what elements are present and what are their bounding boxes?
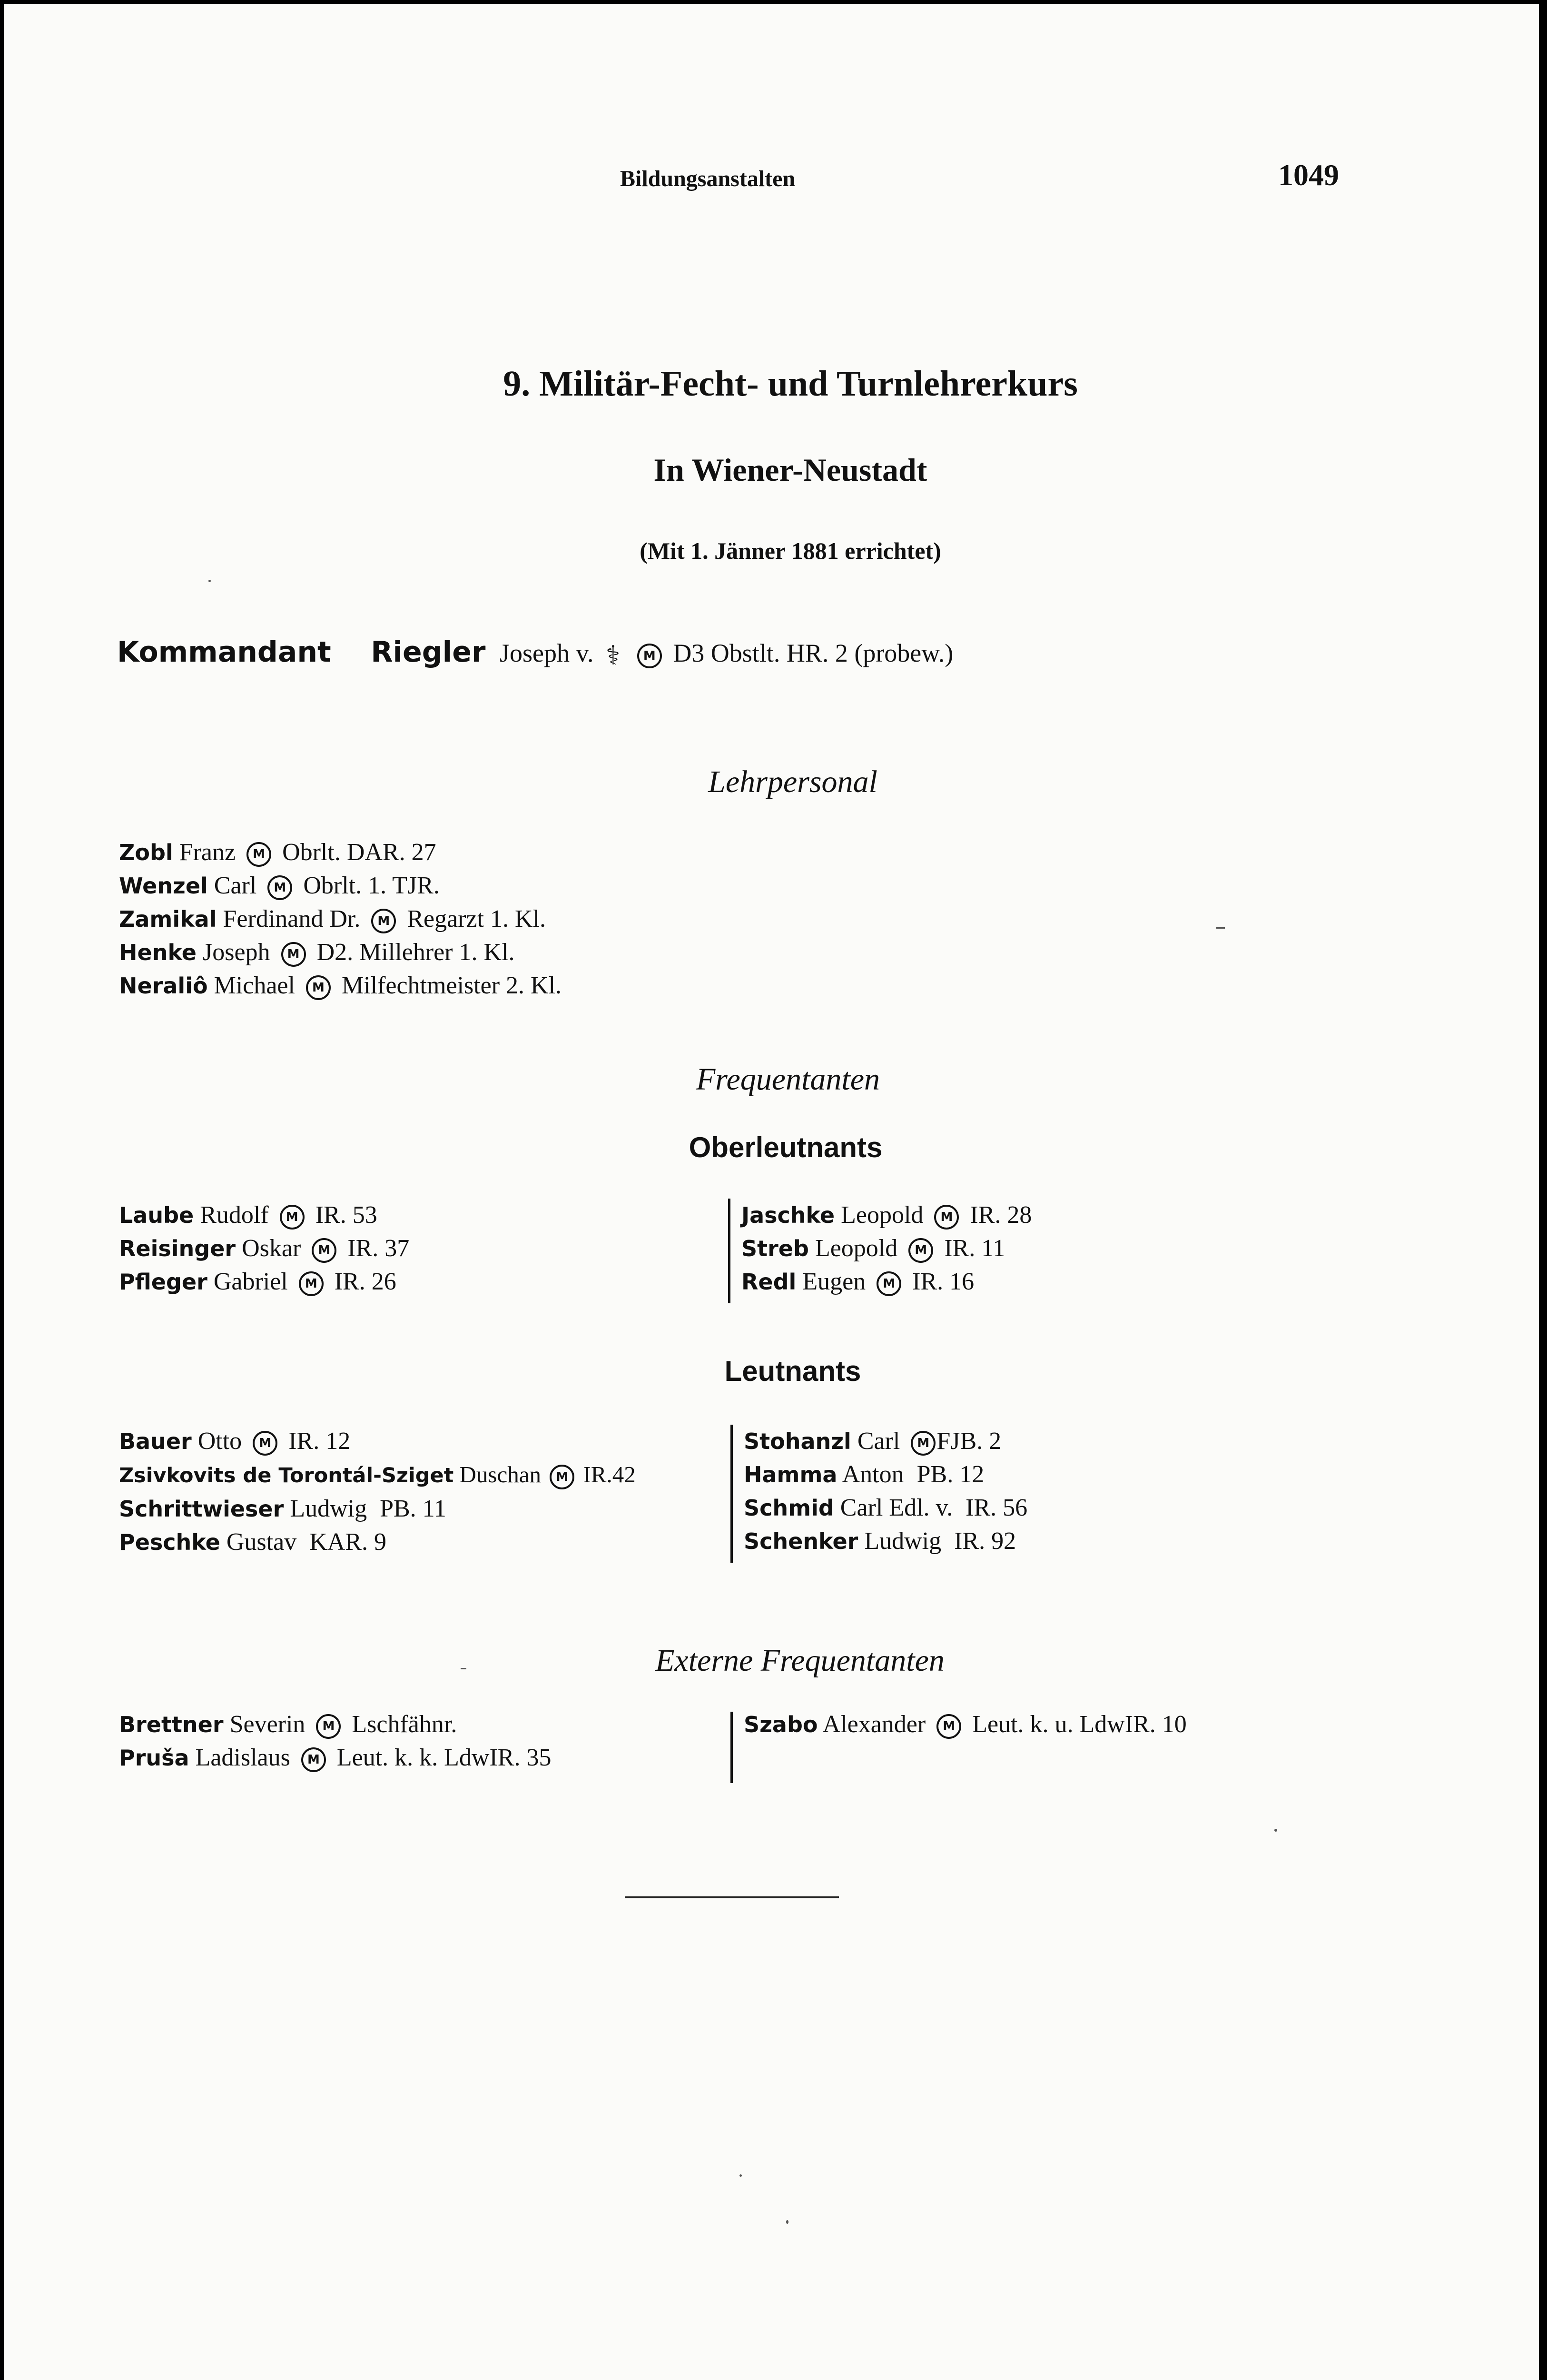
list-item: Streb Leopold M IR. 11 [741,1232,1032,1265]
page-subtitle: In Wiener-Neustadt [653,452,927,488]
kommandant-rank: D3 Obstlt. HR. 2 (probew.) [673,639,954,667]
list-item: Reisinger Oskar M IR. 37 [119,1232,409,1265]
medal-icon: M [911,1431,936,1456]
list-item: Szabo Alexander M Leut. k. u. LdwIR. 10 [744,1708,1187,1741]
medal-icon: M [281,942,306,967]
medal-icon: M [267,875,292,900]
page-number: 1049 [1278,158,1339,192]
medal-icon: M [299,1271,324,1296]
leutnants-left [119,1425,636,1559]
medal-icon: M [550,1465,574,1489]
list-item: Schrittwieser Ludwig PB. 11 [119,1495,446,1522]
column-divider [728,1199,730,1303]
medal-icon: M [371,909,396,933]
list-item: Pfleger Gabriel M IR. 26 [119,1265,409,1299]
page [4,4,1539,2380]
kommandant-label: Kommandant [117,635,331,669]
list-item: Hamma Anton PB. 12 [744,1461,985,1488]
list-item: Zobl Franz M Obrlt. DAR. 27 [119,836,562,869]
list-item: Peschke Gustav KAR. 9 [119,1528,386,1556]
oberleutnants-right [741,1199,1032,1299]
list-item: Henke Joseph M D2. Millehrer 1. Kl. [119,936,562,969]
medal-icon: M [246,842,271,867]
list-item: Zamikal Ferdinand Dr. M Regarzt 1. Kl. [119,902,562,936]
list-item: Redl Eugen M IR. 16 [741,1265,1032,1299]
section-heading-externe: Externe Frequentanten [655,1643,945,1678]
scan-speck [1274,1829,1277,1832]
column-divider [730,1712,733,1783]
lehrpersonal-list [119,836,562,1002]
kommandant-row [117,635,953,673]
externe-right [744,1708,1187,1741]
list-item: Neraliô Michael M Milfechtmeister 2. Kl. [119,969,562,1002]
medal-icon: M [637,644,662,668]
kommandant-name: Joseph v. [500,639,594,667]
list-item: Zsivkovits de Torontál-Sziget Duschan M IR.42 [119,1458,636,1492]
list-item: Jaschke Leopold M IR. 28 [741,1199,1032,1232]
section-heading-lehrpersonal: Lehrpersonal [708,764,877,799]
list-item: Stohanzl Carl M FJB. 2 [744,1425,1027,1458]
section-name: Bildungsanstalten [620,166,796,191]
oberleutnants-left [119,1199,409,1299]
subheading-oberleutnants: Oberleutnants [689,1131,883,1163]
medal-icon: M [316,1714,341,1739]
externe-left [119,1708,551,1775]
medal-icon: M [306,975,331,1000]
list-item: Schenker Ludwig IR. 92 [744,1527,1016,1555]
founding-note: (Mit 1. Jänner 1881 errichtet) [640,537,941,564]
medal-icon: M [280,1205,305,1230]
medal-icon: M [934,1205,959,1230]
scan-speck [739,2174,742,2177]
leutnants-right [744,1425,1027,1558]
section-heading-frequentanten: Frequentanten [696,1062,880,1097]
medal-icon: M [312,1238,336,1263]
closing-rule [625,1896,839,1898]
kommandant-surname: Riegler [371,635,486,669]
column-divider [730,1425,733,1563]
medal-icon: M [908,1238,933,1263]
scan-speck [1216,927,1225,929]
list-item: Brettner Severin M Lschfähnr. [119,1708,551,1741]
list-item: Wenzel Carl M Obrlt. 1. TJR. [119,869,562,902]
order-decoration-icon: ⚕ [606,641,621,671]
list-item: Laube Rudolf M IR. 53 [119,1199,409,1232]
subheading-leutnants: Leutnants [724,1355,861,1387]
page-title: 9. Militär-Fecht- und Turnlehrerkurs [503,364,1078,404]
medal-icon: M [877,1271,901,1296]
list-item: Pruša Ladislaus M Leut. k. k. LdwIR. 35 [119,1741,551,1775]
list-item: Bauer Otto M IR. 12 [119,1425,636,1458]
scan-speck [786,2220,788,2224]
running-header [620,166,795,192]
medal-icon: M [936,1714,961,1739]
scan-speck [461,1668,466,1669]
list-item: Schmid Carl Edl. v. IR. 56 [744,1494,1028,1521]
medal-icon: M [301,1747,326,1772]
scan-speck [208,580,211,582]
medal-icon: M [253,1431,277,1456]
